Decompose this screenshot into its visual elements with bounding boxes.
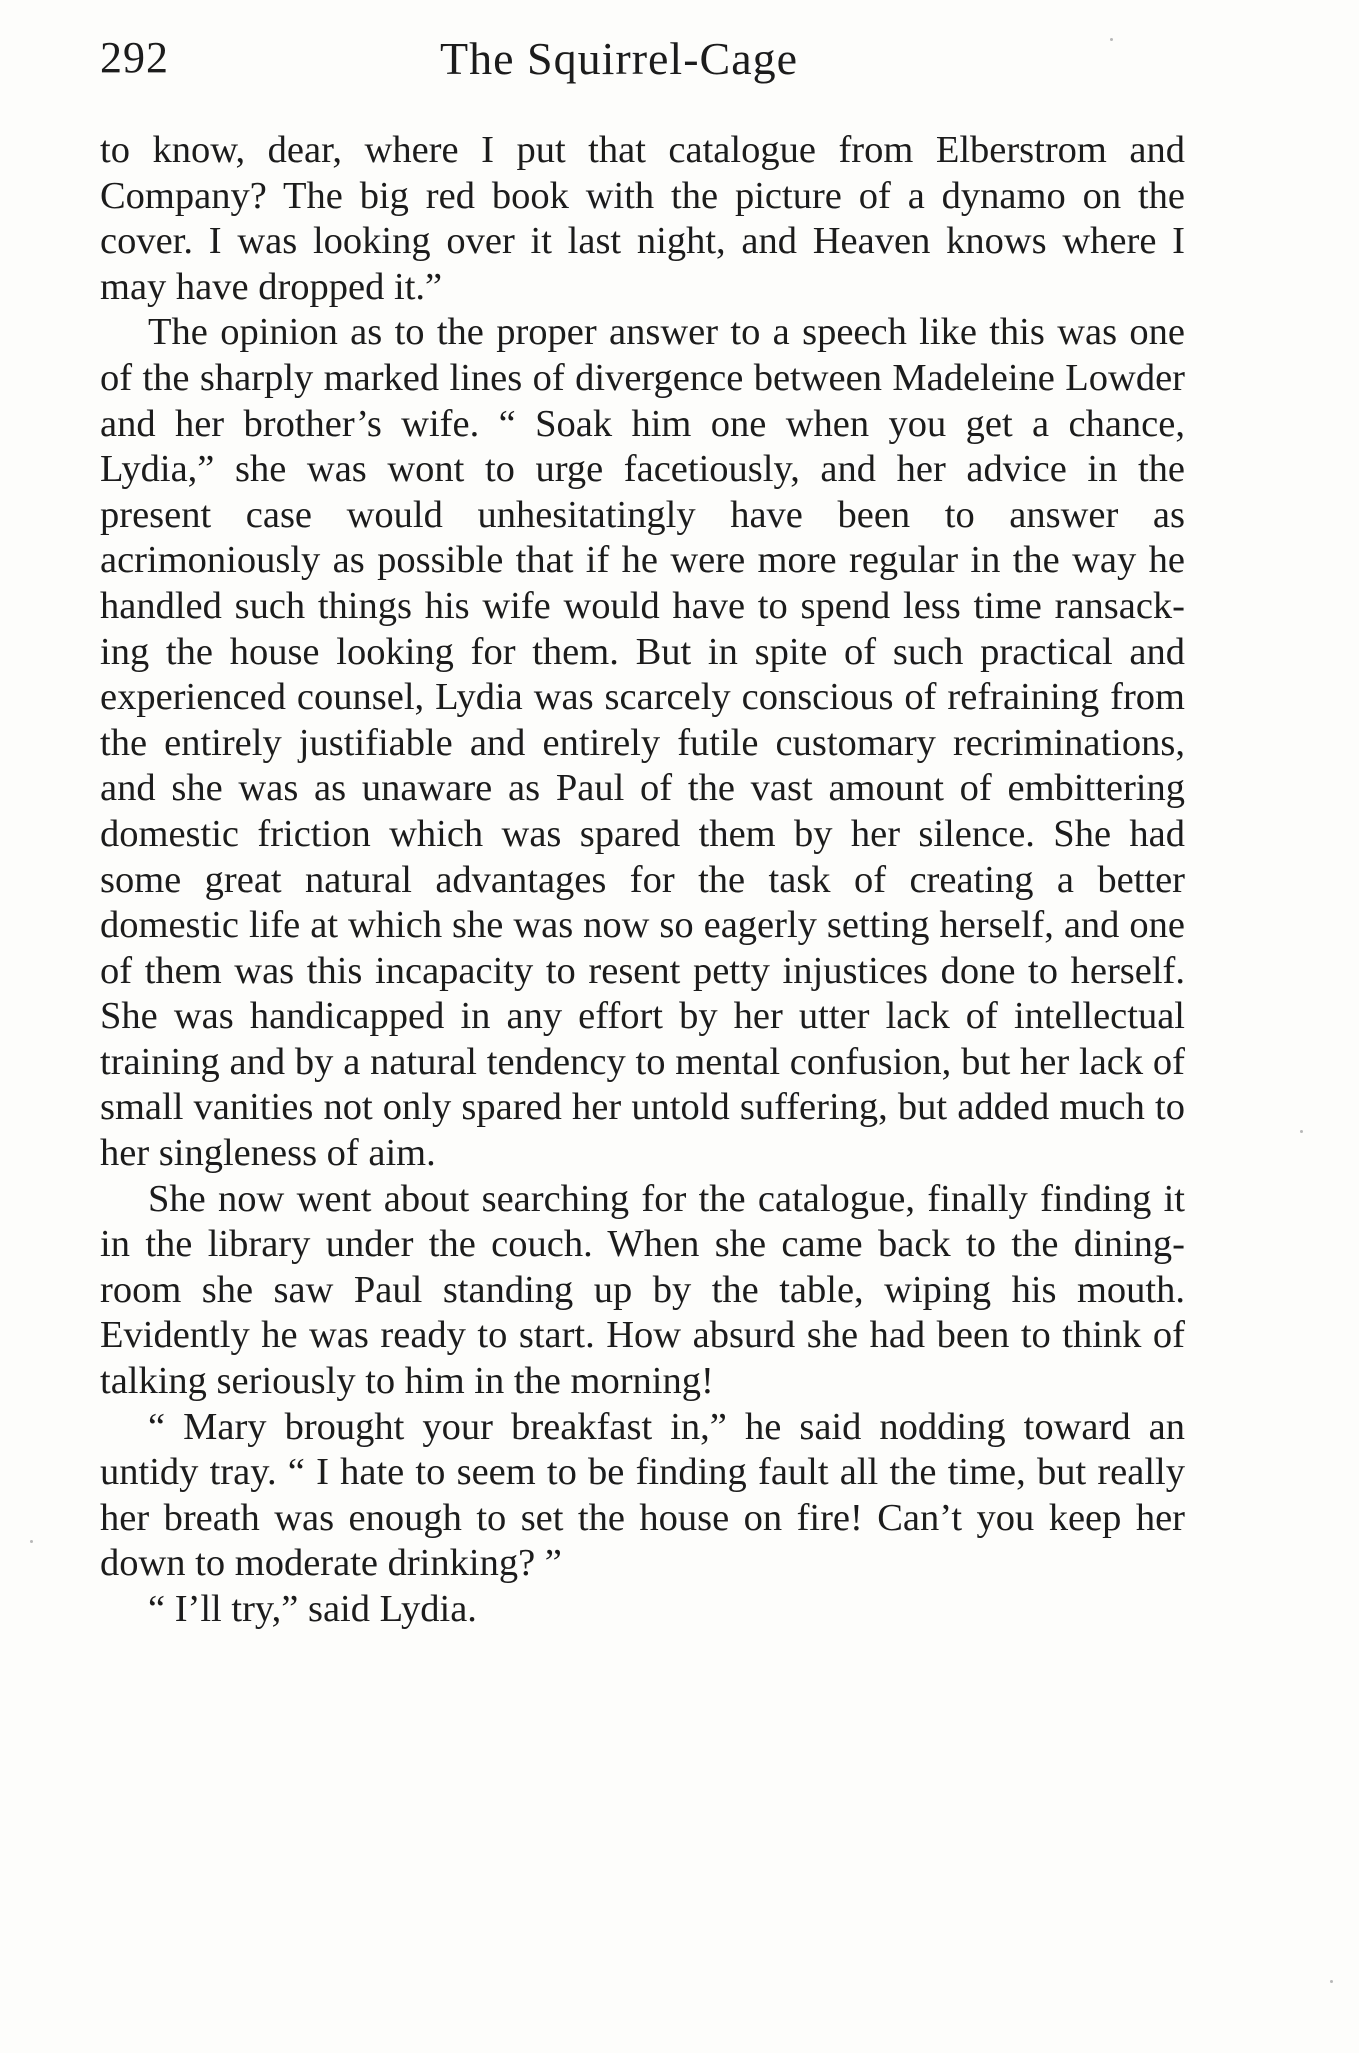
paragraph: “ I’ll try,” said Lydia. <box>148 1588 477 1630</box>
paper-speck <box>1330 1980 1333 1983</box>
paragraph-continued: to know, dear, where I put that catalogue from Elberstrom and Company? The big red book with the picture of a dynamo on the cover. I was looking over it last night, and Heaven knows where I may have dropped it.” <box>100 129 1185 308</box>
body-text <box>100 128 1185 1633</box>
paper-speck <box>1300 1130 1303 1133</box>
paragraph: “ Mary brought your breakfast in,” he said nodding toward an untidy tray. “ I hate to seem to be finding fault all the time, but really her breath was enough to set the house on fire! Can’t you keep her down to moderate drinking? ” <box>100 1405 1185 1585</box>
page-number: 292 <box>100 33 169 82</box>
paper-speck <box>30 1540 33 1543</box>
paragraph: She now went about searching for the catalogue, finally finding it in the library under the couch. When she came back to the dining-room she saw Paul standing up by the table, wiping his mouth. Evidently he was ready to start. How absurd she had been to think of talking seriously to him in the morning! <box>100 1177 1185 1403</box>
paragraph: The opinion as to the proper answer to a speech like this was one of the sharply marked lines of divergence between Madeleine Lowder and her brother’s wife. “ Soak him one when you get a chance, Lydia,” she was wont to urge facetiously, and her advice in the present case would unhesitatingly have been to answer as acrimoniously as possible that if he were more regular in the way he handled such things his wife would have to spend less time ransacking the house looking for them. But in spite of such practical and experienced counsel, Lydia was scarcely conscious of refraining from the entirely justifiable and entirely futile customary recriminations, and she was as unaware as Paul of the vast amount of embittering domestic friction which was spared them by her silence. She had some great natural advantages for the task of creating a better domestic life at which she was now so eagerly setting herself, and one of them was this incapacity to resent petty injustices done to herself. She was handicapped in any effort by her utter lack of intellectual training and by a natural tendency to mental confusion, but her lack of small vanities not only spared her untold suffering, but added much to her singleness of aim. <box>100 311 1185 1175</box>
page-header <box>100 32 1190 92</box>
paper-speck <box>1110 38 1113 41</box>
running-title: The Squirrel-Cage <box>440 33 799 84</box>
